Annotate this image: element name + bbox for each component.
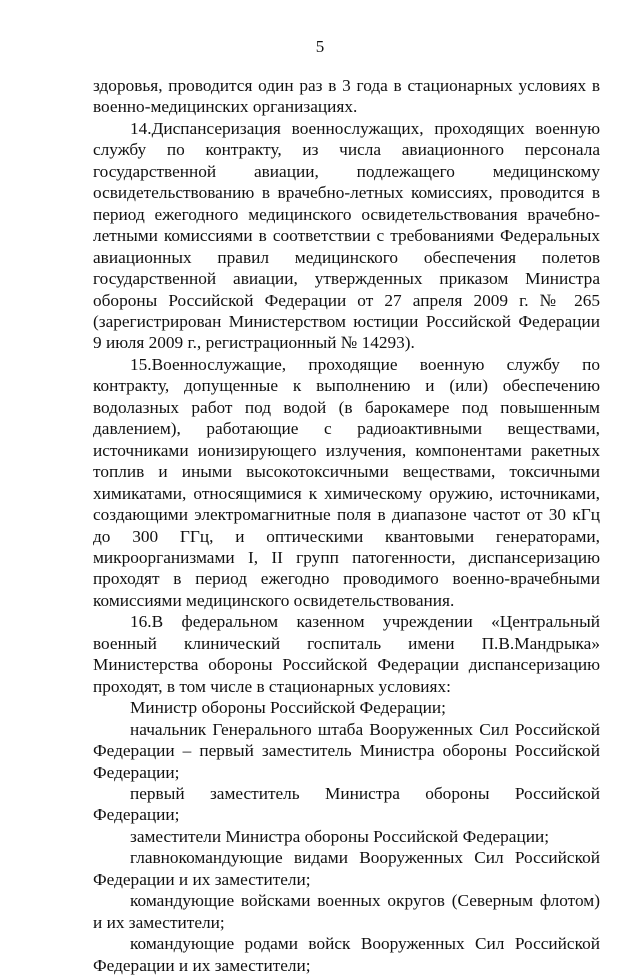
document-body <box>93 75 600 976</box>
list-item-deputies: заместители Министра обороны Российской Федерации; <box>130 826 550 846</box>
list-item-district-commanders: командующие войсками военных округов (Северным флотом) и их заместители; <box>93 891 600 932</box>
list-item-minister: Министр обороны Российской Федерации; <box>130 698 446 718</box>
paragraph-15: 15.Военнослужащие, проходящие военную службу по контракту, допущенные к выполнению и (или) обеспечению водолазных работ под водой (в барокамере под повышенным давлением), работающие с радиоактивными веществами, источниками ионизирующего излучения, компонентами ракетных топлив и иными высокотоксичными веществами, токсичными химикатами, относящимися к химическому оружию, источниками, создающими электромагнитные поля в диапазоне частот от 30 кГц до 300 ГГц, и оптическими квантовыми генераторами, микроорганизмами I, II групп патогенности, диспансеризацию проходят в период ежегодно проводимого военно-врачебными комиссиями медицинского освидетельствования. <box>93 354 600 610</box>
list-item-branch-commanders: командующие родами войск Вооруженных Сил Российской Федерации и их заместители; <box>93 934 600 975</box>
list-item-first-deputy: первый заместитель Министра обороны Российской Федерации; <box>93 783 600 825</box>
page-number: 5 <box>315 37 325 56</box>
paragraph-16: 16.В федеральном казенном учреждении «Центральный военный клинический госпиталь имени П.В.Мандрыка» Министерства обороны Российской Федерации диспансеризацию проходят, в том числе в стационарных условиях: <box>93 612 600 696</box>
paragraph-14: 14.Диспансеризация военнослужащих, проходящих военную службу по контракту, из числа авиационного персонала государственной авиации, подлежащего медицинскому освидетельствованию в врачебно-летных комиссиях, проводится в период ежегодного медицинского освидетельствования врачебно-летными комиссиями в соответствии с требованиями Федеральных авиационных правил медицинского обеспечения полетов государственной авиации, утвержденных приказом Министра обороны Российской Федерации от 27 апреля 2009 г. № 265 (зарегистрирован Министерством юстиции Российской Федерации 9 июля 2009 г., регистрационный № 14293). <box>93 118 600 353</box>
list-item-commanders-in-chief: главнокомандующие видами Вооруженных Сил Российской Федерации и их заместители; <box>93 848 600 889</box>
paragraph-continuation: здоровья, проводится один раз в 3 года в стационарных условиях в военно-медицинских организациях. <box>93 76 600 117</box>
list-item-chief-of-staff: начальник Генерального штаба Вооруженных Сил Российской Федерации – первый заместитель Министра обороны Российской Федерации; <box>93 719 600 782</box>
